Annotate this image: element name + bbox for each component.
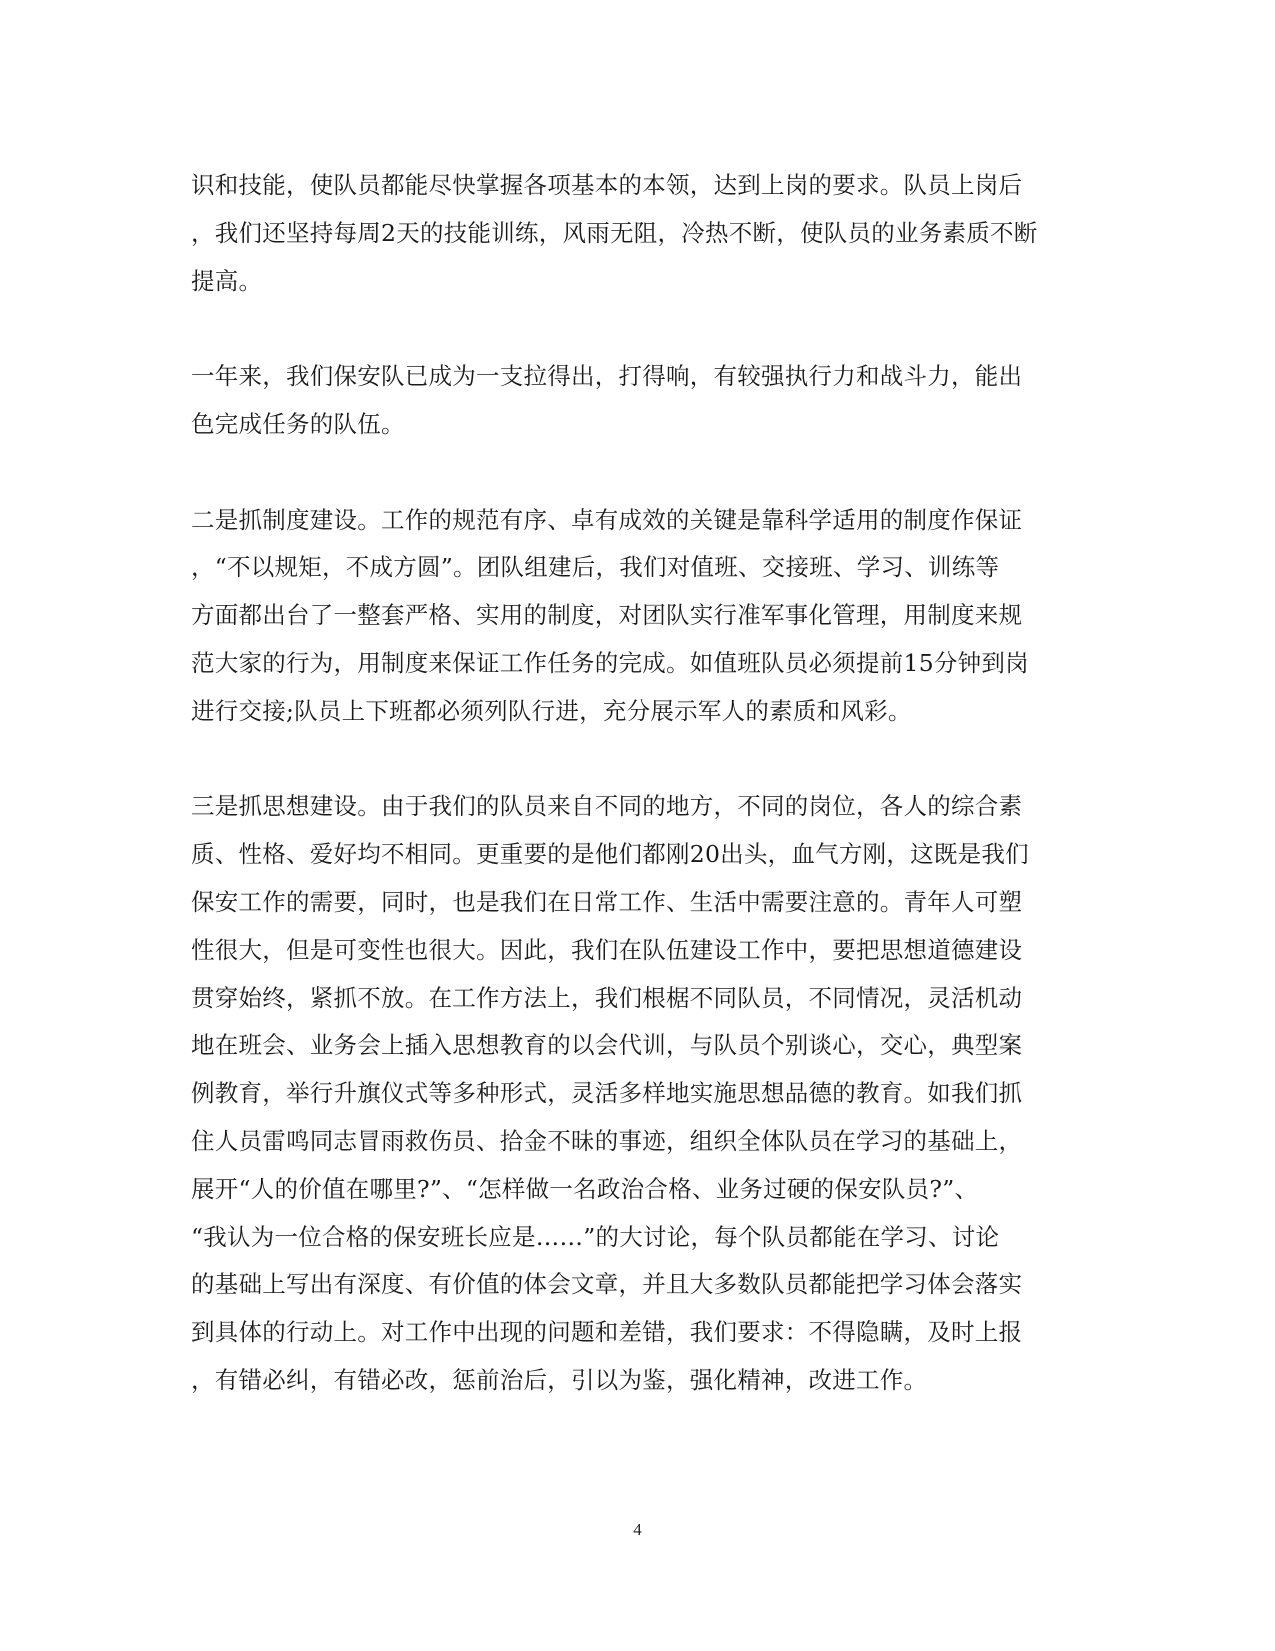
text-line: 例教育，举行升旗仪式等多种形式，灵活多样地实施思想品德的教育。如我们抓 <box>191 1079 1023 1108</box>
text-line: 的基础上写出有深度、有价值的体会文章，并且大多数队员都能把学习体会落实 <box>191 1270 1023 1299</box>
text-line: 一年来，我们保安队已成为一支拉得出，打得响，有较强执行力和战斗力，能出 <box>191 362 1023 391</box>
paragraph-system-building <box>191 497 1071 736</box>
text-line: 地在班会、业务会上插入思想教育的以会代训，与队员个别谈心，交心，典型案 <box>191 1031 1023 1060</box>
text-line: ，有错必纠，有错必改，惩前治后，引以为鉴，强化精神，改进工作。 <box>191 1365 928 1394</box>
paragraph-ideological-building <box>191 783 1071 1404</box>
text-line: 提高。 <box>191 266 263 295</box>
page-number: 4 <box>633 1520 642 1539</box>
text-line: ，我们还坚持每周2天的技能训练，风雨无阻，冷热不断，使队员的业务素质不断 <box>191 218 1038 247</box>
text-line: 色完成任务的队伍。 <box>191 409 405 438</box>
paragraph-year-summary <box>191 353 1071 449</box>
text-line: 二是抓制度建设。工作的规范有序、卓有成效的关键是靠科学适用的制度作保证 <box>191 505 1023 534</box>
text-line: 到具体的行动上。对工作中出现的问题和差错，我们要求：不得隐瞒，及时上报 <box>191 1318 1023 1347</box>
text-line: 展开“人的价值在哪里?”、“怎样做一名政治合格、业务过硬的保安队员?”、 <box>191 1174 979 1203</box>
text-line: ，“不以规矩，不成方圆”。团队组建后，我们对值班、交接班、学习、训练等 <box>191 553 1000 582</box>
document-body <box>191 162 1071 1405</box>
text-line: 保安工作的需要，同时，也是我们在日常工作、生活中需要注意的。青年人可塑 <box>191 887 1023 916</box>
text-line: 进行交接;队员上下班都必须列队行进，充分展示军人的素质和风彩。 <box>191 696 912 725</box>
paragraph-spacer <box>191 736 1071 784</box>
text-line: 范大家的行为，用制度来保证工作任务的完成。如值班队员必须提前15分钟到岗 <box>191 648 1029 677</box>
text-line: 住人员雷鸣同志冒雨救伤员、拾金不昧的事迹，组织全体队员在学习的基础上， <box>191 1126 1023 1155</box>
text-line: 识和技能，使队员都能尽快掌握各项基本的本领，达到上岗的要求。队员上岗后 <box>191 171 1023 199</box>
text-line: 三是抓思想建设。由于我们的队员来自不同的地方，不同的岗位，各人的综合素 <box>191 792 1023 821</box>
paragraph-spacer <box>191 305 1071 353</box>
text-line: 质、性格、爱好均不相同。更重要的是他们都刚20出头，血气方刚，这既是我们 <box>191 840 1029 869</box>
paragraph-spacer <box>191 449 1071 497</box>
paragraph-skills-training <box>191 162 1071 305</box>
text-line: “我认为一位合格的保安班长应是……”的大讨论，每个队员都能在学习、讨论 <box>191 1222 1000 1251</box>
text-line: 贯穿始终，紧抓不放。在工作方法上，我们根椐不同队员，不同情况，灵活机动 <box>191 983 1023 1012</box>
text-line: 方面都出台了一整套严格、实用的制度，对团队实行准军事化管理，用制度来规 <box>191 601 1023 630</box>
text-line: 性很大，但是可变性也很大。因此，我们在队伍建设工作中，要把思想道德建设 <box>191 935 1023 964</box>
